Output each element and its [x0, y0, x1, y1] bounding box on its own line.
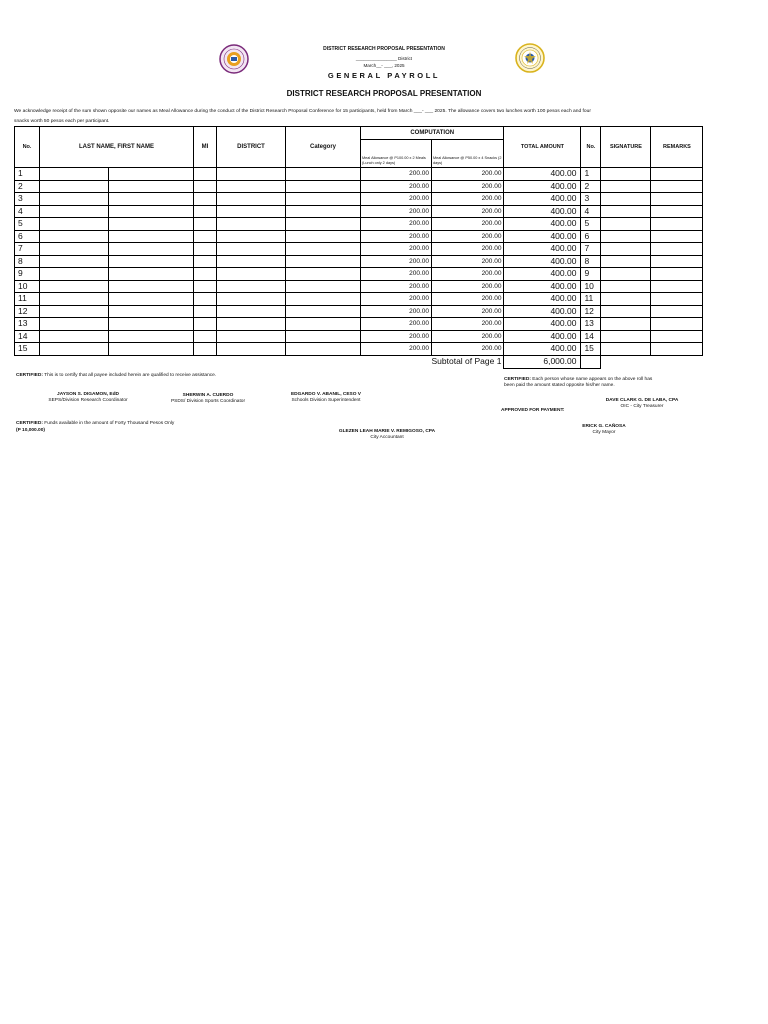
row-number: 1 [15, 168, 40, 181]
district-cell [217, 243, 286, 256]
col-remarks: REMARKS [651, 127, 703, 168]
header-program: DISTRICT RESEARCH PROPOSAL PRESENTATION [323, 46, 445, 52]
first-name-cell [109, 330, 194, 343]
col-total: TOTAL AMOUNT [504, 127, 581, 168]
total-amount: 400.00 [504, 318, 581, 331]
snack-amount: 200.00 [432, 343, 504, 356]
row-number: 3 [15, 193, 40, 206]
mi-cell [194, 318, 217, 331]
subtotal-value: 6,000.00 [504, 355, 581, 368]
snack-amount: 200.00 [432, 180, 504, 193]
table-row [15, 343, 703, 356]
mi-cell [194, 230, 217, 243]
remarks-cell [651, 305, 703, 318]
first-name-cell [109, 218, 194, 231]
category-cell [286, 293, 361, 306]
table-row [15, 293, 703, 306]
snack-amount: 200.00 [432, 255, 504, 268]
certified-right-label: CERTIFIED: [504, 377, 531, 382]
col-category: Category [286, 127, 361, 168]
row-number-right: 9 [581, 268, 601, 281]
certified-left-text: This is to certify that all payee included herein are qualified to receive assistance. [44, 373, 217, 378]
table-row [15, 218, 703, 231]
last-name-cell [40, 280, 109, 293]
payroll-title: GENERAL PAYROLL [327, 71, 441, 80]
signature-cell [601, 180, 651, 193]
first-name-cell [109, 243, 194, 256]
col-meal-allowance: Meal Allowance @ P100.00 x 2 Meals (Lunch only 2 days) [361, 140, 432, 168]
remarks-cell [651, 343, 703, 356]
category-cell [286, 330, 361, 343]
mi-cell [194, 330, 217, 343]
first-name-cell [109, 293, 194, 306]
approved-label: APPROVED FOR PAYMENT: [501, 408, 565, 413]
first-name-cell [109, 193, 194, 206]
category-cell [286, 343, 361, 356]
last-name-cell [40, 305, 109, 318]
district-cell [217, 205, 286, 218]
col-no: No. [15, 127, 40, 168]
first-name-cell [109, 180, 194, 193]
last-name-cell [40, 230, 109, 243]
snack-amount: 200.00 [432, 243, 504, 256]
remarks-cell [651, 230, 703, 243]
meal-amount: 200.00 [361, 293, 432, 306]
last-name-cell [40, 318, 109, 331]
first-name-cell [109, 268, 194, 281]
snack-amount: 200.00 [432, 280, 504, 293]
snack-amount: 200.00 [432, 218, 504, 231]
signature-cell [601, 230, 651, 243]
district-cell [217, 343, 286, 356]
signatory-title: City Accountant [370, 435, 404, 440]
table-row [15, 268, 703, 281]
last-name-cell [40, 243, 109, 256]
last-name-cell [40, 205, 109, 218]
district-cell [217, 180, 286, 193]
first-name-cell [109, 168, 194, 181]
first-name-cell [109, 343, 194, 356]
meal-amount: 200.00 [361, 180, 432, 193]
row-number-right: 2 [581, 180, 601, 193]
funds-text: Funds available in the amount of Forty Thousand Pesos Only [44, 421, 175, 426]
signatory-title: City Mayor [592, 430, 616, 435]
district-cell [217, 255, 286, 268]
row-number-right: 3 [581, 193, 601, 206]
signatory-delaba [582, 398, 702, 410]
total-amount: 400.00 [504, 343, 581, 356]
mi-cell [194, 255, 217, 268]
row-number-right: 1 [581, 168, 601, 181]
category-cell [286, 205, 361, 218]
row-number-right: 8 [581, 255, 601, 268]
district-cell [217, 230, 286, 243]
remarks-cell [651, 243, 703, 256]
mi-cell [194, 180, 217, 193]
signatory-abanil [266, 392, 386, 404]
row-number-right: 14 [581, 330, 601, 343]
row-number-right: 6 [581, 230, 601, 243]
mi-cell [194, 205, 217, 218]
mi-cell [194, 305, 217, 318]
last-name-cell [40, 168, 109, 181]
last-name-cell [40, 293, 109, 306]
row-number: 8 [15, 255, 40, 268]
signatory-canosa [554, 424, 654, 436]
total-amount: 400.00 [504, 218, 581, 231]
district-cell [217, 330, 286, 343]
table-row [15, 243, 703, 256]
category-cell [286, 243, 361, 256]
meal-amount: 200.00 [361, 330, 432, 343]
meal-amount: 200.00 [361, 168, 432, 181]
row-number: 14 [15, 330, 40, 343]
row-number: 12 [15, 305, 40, 318]
signatory-name: EDGARDO V. ABANIL, CESO V [290, 392, 361, 397]
row-number: 15 [15, 343, 40, 356]
payroll-rows [15, 168, 703, 356]
funds-certified [16, 421, 174, 427]
subtotal-label: Subtotal of Page 1 [432, 355, 504, 368]
main-title: DISTRICT RESEARCH PROPOSAL PRESENTATION [286, 89, 482, 98]
district-cell [217, 193, 286, 206]
col-computation: COMPUTATION [361, 127, 504, 140]
certified-left-label: CERTIFIED: [16, 373, 43, 378]
row-number: 2 [15, 180, 40, 193]
mi-cell [194, 193, 217, 206]
signature-cell [601, 205, 651, 218]
district-cell [217, 293, 286, 306]
signatory-name: JAYSON S. DIGAMON, EdD [57, 392, 119, 397]
meal-amount: 200.00 [361, 268, 432, 281]
category-cell [286, 218, 361, 231]
table-row [15, 330, 703, 343]
total-amount: 400.00 [504, 193, 581, 206]
remarks-cell [651, 180, 703, 193]
signatory-title: PSDS/ Division Sports Coordinator [170, 399, 246, 404]
remarks-cell [651, 255, 703, 268]
category-cell [286, 255, 361, 268]
snack-amount: 200.00 [432, 305, 504, 318]
first-name-cell [109, 255, 194, 268]
snack-amount: 200.00 [432, 168, 504, 181]
total-amount: 400.00 [504, 230, 581, 243]
row-number: 9 [15, 268, 40, 281]
district-cell [217, 318, 286, 331]
first-name-cell [109, 205, 194, 218]
last-name-cell [40, 193, 109, 206]
row-number: 4 [15, 205, 40, 218]
signatory-name: DAVE CLARK G. DE LABA, CPA [605, 398, 679, 403]
signature-cell [601, 268, 651, 281]
col-district: DISTRICT [217, 127, 286, 168]
mi-cell [194, 293, 217, 306]
mi-cell [194, 218, 217, 231]
remarks-cell [651, 268, 703, 281]
row-number-right: 11 [581, 293, 601, 306]
category-cell [286, 168, 361, 181]
remarks-cell [651, 193, 703, 206]
first-name-cell [109, 280, 194, 293]
total-amount: 400.00 [504, 243, 581, 256]
signature-cell [601, 218, 651, 231]
meal-amount: 200.00 [361, 218, 432, 231]
remarks-cell [651, 205, 703, 218]
snack-amount: 200.00 [432, 193, 504, 206]
certified-right [504, 377, 664, 389]
signature-cell [601, 168, 651, 181]
total-amount: 400.00 [504, 268, 581, 281]
table-row [15, 205, 703, 218]
row-number: 5 [15, 218, 40, 231]
total-amount: 400.00 [504, 280, 581, 293]
acknowledgement-text: We acknowledge receipt of the sum shown opposite our names as Meal Allowance during the conduct of the District Research Proposal Conference for 15 participants, held from March ___- ___ 2025. The allowance covers two lunches worth 100 pesos each and four snacks worth 50 pesos each per participant. [14, 109, 591, 124]
category-cell [286, 280, 361, 293]
snack-amount: 200.00 [432, 268, 504, 281]
meal-amount: 200.00 [361, 230, 432, 243]
last-name-cell [40, 255, 109, 268]
meal-amount: 200.00 [361, 255, 432, 268]
col-mi: MI [194, 127, 217, 168]
row-number-right: 10 [581, 280, 601, 293]
signatory-title: Schools Division Superintendent [291, 398, 361, 403]
meal-amount: 200.00 [361, 318, 432, 331]
table-row [15, 180, 703, 193]
first-name-cell [109, 230, 194, 243]
row-number-right: 4 [581, 205, 601, 218]
signature-cell [601, 280, 651, 293]
funds-amount: (P 10,000.00) [16, 428, 45, 433]
table-row [15, 193, 703, 206]
total-amount: 400.00 [504, 330, 581, 343]
row-number: 7 [15, 243, 40, 256]
district-cell [217, 218, 286, 231]
snack-amount: 200.00 [432, 330, 504, 343]
table-row [15, 280, 703, 293]
category-cell [286, 180, 361, 193]
total-amount: 400.00 [504, 305, 581, 318]
certified-left [16, 373, 216, 379]
funds-label: CERTIFIED: [16, 421, 43, 426]
signatory-name: SHERWIN A. CUERDO [182, 393, 234, 398]
row-number-right: 5 [581, 218, 601, 231]
district-line: ________________ District [355, 56, 413, 61]
total-amount: 400.00 [504, 255, 581, 268]
meal-amount: 200.00 [361, 343, 432, 356]
signature-cell [601, 293, 651, 306]
signature-cell [601, 243, 651, 256]
category-cell [286, 318, 361, 331]
snack-amount: 200.00 [432, 318, 504, 331]
row-number: 10 [15, 280, 40, 293]
row-number: 6 [15, 230, 40, 243]
signatory-title: SEPS/Division Research Coordinator [48, 398, 128, 403]
snack-amount: 200.00 [432, 293, 504, 306]
total-amount: 400.00 [504, 205, 581, 218]
category-cell [286, 268, 361, 281]
table-row [15, 168, 703, 181]
category-cell [286, 305, 361, 318]
remarks-cell [651, 330, 703, 343]
col-no2: No. [581, 127, 601, 168]
payroll-table [14, 126, 703, 369]
signature-cell [601, 318, 651, 331]
last-name-cell [40, 330, 109, 343]
table-row [15, 318, 703, 331]
mi-cell [194, 168, 217, 181]
total-amount: 400.00 [504, 168, 581, 181]
meal-amount: 200.00 [361, 305, 432, 318]
col-signature: SIGNATURE [601, 127, 651, 168]
signature-cell [601, 193, 651, 206]
total-amount: 400.00 [504, 293, 581, 306]
date-line: March__- ___, 2025 [363, 63, 405, 68]
last-name-cell [40, 268, 109, 281]
row-number-right: 12 [581, 305, 601, 318]
remarks-cell [651, 280, 703, 293]
mi-cell [194, 280, 217, 293]
district-cell [217, 305, 286, 318]
signatory-name: GLEZEN LEAH MARIE V. REMIGOSO, CPA [338, 429, 436, 434]
last-name-cell [40, 343, 109, 356]
table-row [15, 230, 703, 243]
snack-amount: 200.00 [432, 205, 504, 218]
signatory-title: OIC - City Treasurer [620, 404, 664, 409]
signature-cell [601, 305, 651, 318]
signatory-name: ERICK G. CAÑOSA [582, 424, 626, 429]
signatory-digamon [28, 392, 148, 404]
signature-cell [601, 255, 651, 268]
snack-amount: 200.00 [432, 230, 504, 243]
remarks-cell [651, 318, 703, 331]
signatory-cuerdo [148, 393, 268, 405]
total-amount: 400.00 [504, 180, 581, 193]
district-cell [217, 268, 286, 281]
remarks-cell [651, 293, 703, 306]
row-number: 11 [15, 293, 40, 306]
row-number-right: 13 [581, 318, 601, 331]
category-cell [286, 230, 361, 243]
certified-right-text: Each person whose name appears on the above roll has been paid the amount stated opposite his/her name. [504, 377, 653, 388]
signature-cell [601, 343, 651, 356]
meal-amount: 200.00 [361, 280, 432, 293]
category-cell [286, 193, 361, 206]
remarks-cell [651, 218, 703, 231]
remarks-cell [651, 168, 703, 181]
first-name-cell [109, 305, 194, 318]
table-row [15, 305, 703, 318]
last-name-cell [40, 180, 109, 193]
last-name-cell [40, 218, 109, 231]
row-number-right: 7 [581, 243, 601, 256]
signatory-remigoso [312, 429, 462, 441]
row-number: 13 [15, 318, 40, 331]
mi-cell [194, 268, 217, 281]
first-name-cell [109, 318, 194, 331]
col-snack-allowance: Meal Allowance @ P50.00 x 4 Snacks (2 days) [432, 140, 504, 168]
mi-cell [194, 343, 217, 356]
signature-cell [601, 330, 651, 343]
meal-amount: 200.00 [361, 205, 432, 218]
mi-cell [194, 243, 217, 256]
meal-amount: 200.00 [361, 193, 432, 206]
table-row [15, 255, 703, 268]
meal-amount: 200.00 [361, 243, 432, 256]
col-name: LAST NAME, FIRST NAME [40, 127, 194, 168]
district-cell [217, 168, 286, 181]
district-cell [217, 280, 286, 293]
row-number-right: 15 [581, 343, 601, 356]
